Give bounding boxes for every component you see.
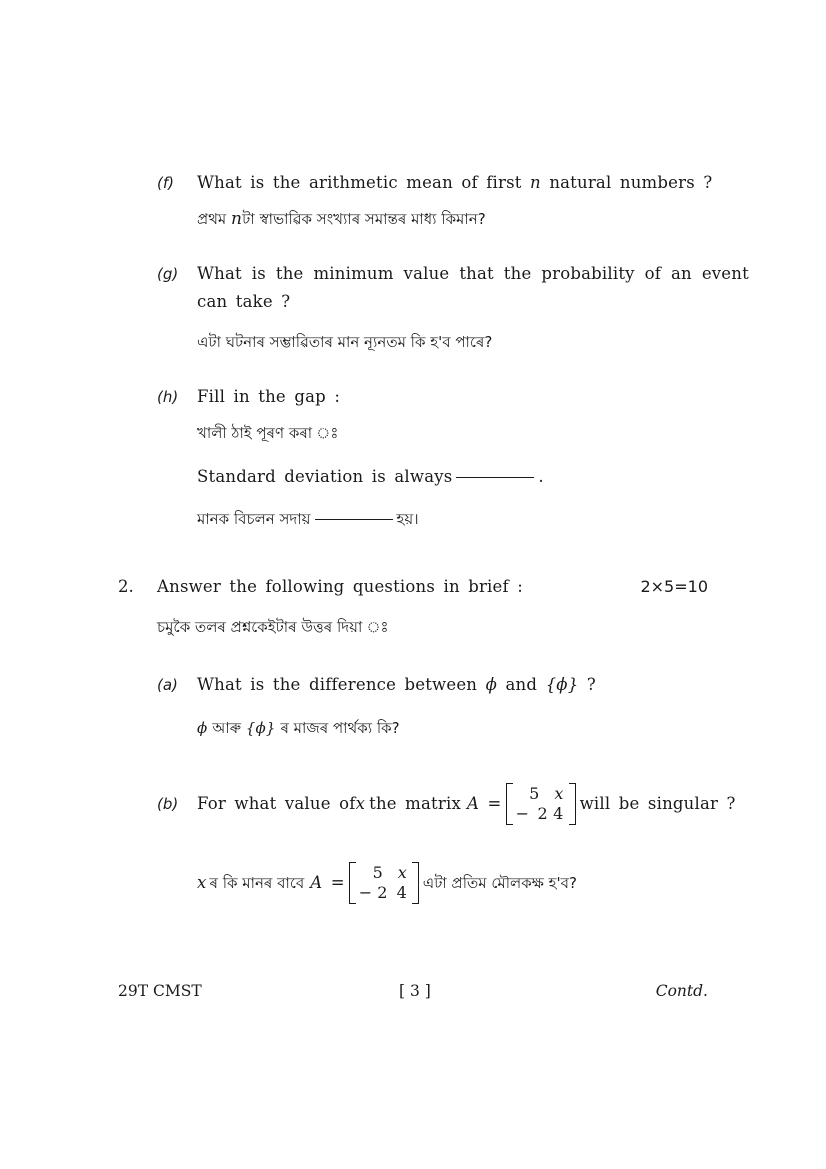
left-bracket bbox=[506, 783, 513, 825]
text: and bbox=[497, 675, 546, 694]
question-f-english bbox=[197, 173, 712, 193]
matrix-cell: 5 bbox=[372, 863, 383, 882]
text: আৰু bbox=[207, 719, 246, 737]
question-label-h: (h) bbox=[157, 388, 179, 406]
text: natural numbers ? bbox=[540, 173, 713, 192]
text: টা স্বাভাৱিক সংখ্যাৰ সমান্তৰ মাধ্য কিমান? bbox=[242, 210, 486, 228]
question-label-g: (g) bbox=[157, 265, 179, 283]
matrix-grid bbox=[513, 784, 569, 824]
text: প্ৰথম bbox=[197, 210, 232, 228]
question-a-english bbox=[197, 675, 596, 695]
text: What is the difference between bbox=[197, 675, 486, 694]
question-a-assamese bbox=[197, 718, 400, 738]
matrix-cell: x bbox=[397, 863, 407, 882]
text: Standard deviation is always bbox=[197, 467, 453, 486]
set-containing-empty-set: {ϕ} bbox=[245, 719, 276, 737]
question-label-a: (a) bbox=[157, 676, 178, 694]
text: হয়। bbox=[396, 510, 419, 528]
matrix-name: A = bbox=[310, 873, 345, 892]
question-h-assamese: খালী ঠাই পূৰণ কৰা ঃ bbox=[197, 424, 339, 442]
fill-blank bbox=[315, 519, 393, 520]
question-h-english: Fill in the gap : bbox=[197, 387, 341, 406]
matrix-cell: − 2 bbox=[515, 804, 548, 823]
empty-set-symbol: ϕ bbox=[485, 675, 498, 694]
text: ৰ কি মানৰ বাবে bbox=[209, 874, 305, 892]
matrix-grid bbox=[356, 863, 412, 903]
text: What is the arithmetic mean of first bbox=[197, 173, 531, 192]
question-label-f: (f) bbox=[157, 174, 174, 192]
text: এটা প্ৰতিম মৌলকক্ষ হ'ব? bbox=[422, 874, 577, 892]
variable-x: x bbox=[197, 873, 207, 892]
text: . bbox=[538, 467, 544, 486]
matrix-A bbox=[349, 862, 419, 904]
variable-x: x bbox=[355, 794, 366, 813]
footer-page-number: [ 3 ] bbox=[399, 982, 431, 1000]
matrix-cell: x bbox=[554, 784, 564, 803]
left-bracket bbox=[349, 862, 356, 904]
empty-set-symbol: ϕ bbox=[197, 719, 208, 737]
matrix-cell: − 2 bbox=[358, 883, 388, 902]
question-f-assamese bbox=[197, 209, 486, 229]
question-b-assamese bbox=[197, 861, 577, 905]
text: ৰ মাজৰ পাৰ্থক্য কি? bbox=[275, 719, 400, 737]
matrix-cell: 5 bbox=[529, 784, 540, 803]
question-2-assamese: চমুকৈ তলৰ প্ৰশ্নকেইটাৰ উত্তৰ দিয়া ঃ bbox=[157, 618, 389, 636]
question-b-english bbox=[197, 782, 736, 826]
matrix-name: A = bbox=[466, 794, 502, 813]
question-number-2: 2. bbox=[118, 577, 134, 596]
text: মানক বিচলন সদায় bbox=[197, 510, 311, 528]
matrix-cell: 4 bbox=[553, 804, 564, 823]
question-label-b: (b) bbox=[157, 795, 179, 813]
question-g-english-line1: What is the minimum value that the probability of an event bbox=[197, 264, 749, 283]
text: the matrix bbox=[369, 794, 461, 813]
right-bracket bbox=[569, 783, 576, 825]
text: ? bbox=[578, 675, 596, 694]
set-containing-empty-set: {ϕ} bbox=[545, 675, 579, 694]
fill-blank bbox=[456, 477, 534, 478]
question-g-assamese: এটা ঘটনাৰ সম্ভাৱিতাৰ মান ন্যূনতম কি হ'ব পাৰে? bbox=[197, 333, 493, 351]
question-h-fill-assamese bbox=[197, 509, 419, 529]
matrix-cell: 4 bbox=[396, 883, 407, 902]
footer-continued: Contd. bbox=[655, 982, 708, 1000]
question-g-english-line2: can take ? bbox=[197, 292, 291, 311]
text: For what value of bbox=[197, 794, 356, 813]
right-bracket bbox=[412, 862, 419, 904]
question-2-marks: 2×5=10 bbox=[640, 577, 708, 596]
question-2-english: Answer the following questions in brief : bbox=[157, 577, 524, 596]
footer-code: 29T CMST bbox=[118, 982, 202, 1000]
variable-n: n bbox=[530, 173, 541, 192]
question-h-fill-english bbox=[197, 467, 544, 487]
matrix-A bbox=[506, 783, 576, 825]
variable-n: n bbox=[231, 209, 243, 229]
text: will be singular ? bbox=[579, 794, 736, 813]
